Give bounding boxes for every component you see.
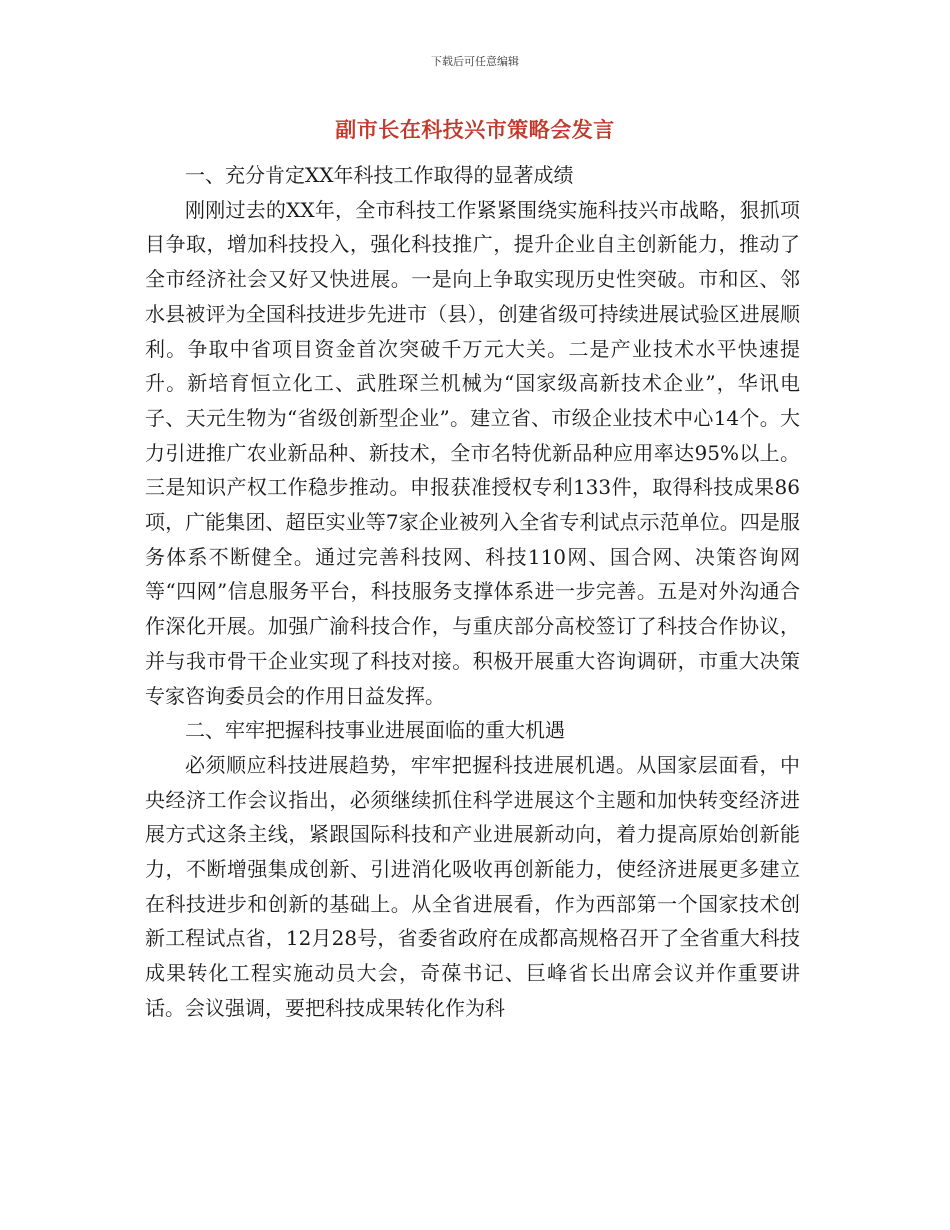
document-title: 副市长在科技兴市策略会发言: [335, 118, 615, 142]
section-2-heading: 二、牢牢把握科技事业进展面临的重大机遇: [185, 718, 565, 743]
section-1-paragraph: 刚刚过去的XX年，全市科技工作紧紧围绕实施科技兴市战略，狠抓项目争取，增加科技投入，强化科技推广，提升企业自主创新能力，推动了全市经济社会又好又快进展。一是向上争取实现历史性突破。市和区、邻水县被评为全国科技进步先进市（县），创建省级可持续进展试验区进展顺利。争取中省项目资金首次突破千万元大关。二是产业技术水平快速提升。新培育恒立化工、武胜琛兰机械为“国家级高新技术企业”，华讯电子、天元生物为“省级创新型企业”。建立省、市级企业技术中心14个。大力引进推广农业新品种、新技术，全市名特优新品种应用率达95%以上。三是知识产权工作稳步推动。申报获准授权专利133件，取得科技成果86项，广能集团、超臣实业等7家企业被列入全省专利试点示范单位。四是服务体系不断健全。通过完善科技网、科技110网、国合网、决策咨询网等“四网”信息服务平台，科技服务支撑体系进一步完善。五是对外沟通合作深化开展。加强广渝科技合作，与重庆部分高校签订了科技合作协议，并与我市骨干企业实现了科技对接。积极开展重大咨询调研，市重大决策专家咨询委员会的作用日益发挥。: [145, 197, 800, 708]
section-2-paragraph: 必须顺应科技进展趋势，牢牢把握科技进展机遇。从国家层面看，中央经济工作会议指出，必须继续抓住科学进展这个主题和加快转变经济进展方式这条主线，紧跟国际科技和产业进展新动向，着力提高原始创新能力，不断增强集成创新、引进消化吸收再创新能力，使经济进展更多建立在科技进步和创新的基础上。从全省进展看，作为西部第一个国家技术创新工程试点省，12月28号，省委省政府在成都高规格召开了全省重大科技成果转化工程实施动员大会，奇葆书记、巨峰省长出席会议并作重要讲话。会议强调，要把科技成果转化作为科: [145, 752, 800, 1020]
document-body: [145, 158, 800, 1026]
section-1-heading: 一、充分肯定XX年科技工作取得的显著成绩: [185, 163, 574, 187]
page-header-note: 下载后可任意编辑: [431, 55, 519, 68]
